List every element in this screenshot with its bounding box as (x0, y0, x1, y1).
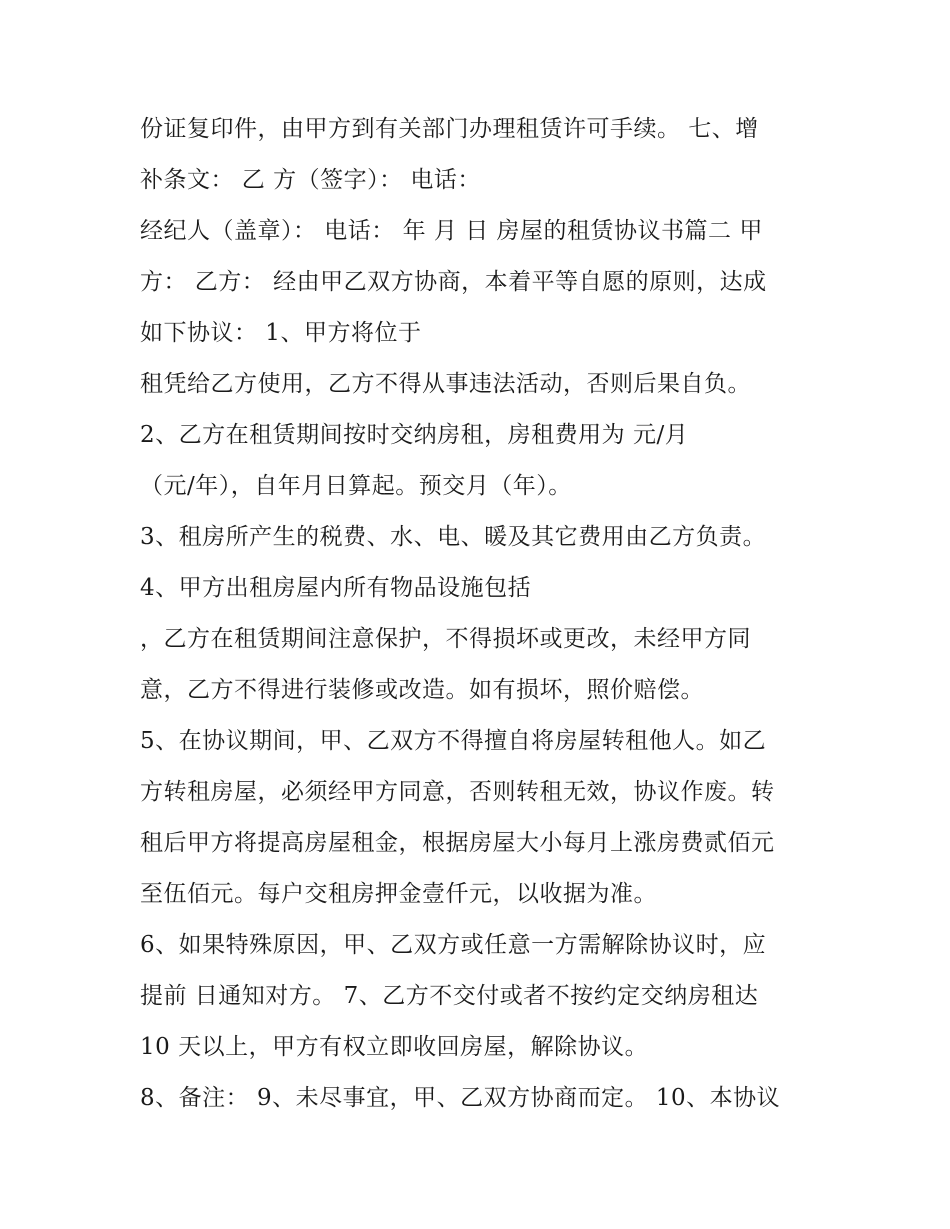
text-line: 5、在协议期间，甲、乙双方不得擅自将房屋转租他人。如乙 (140, 728, 767, 754)
text-line: 提前 日通知对方。 7、乙方不交付或者不按约定交纳房租达 (140, 983, 759, 1009)
text-line: （元/年），自年月日算起。预交月（年）。 (140, 473, 572, 499)
text-line: 至伍佰元。每户交租房押金壹仟元，以收据为准。 (140, 881, 657, 907)
text-line: 2、乙方在租赁期间按时交纳房租，房租费用为 元/月 (140, 422, 689, 448)
text-line: 4、甲方出租房屋内所有物品设施包括 (140, 575, 532, 601)
text-line: 方转租房屋，必须经甲方同意，否则转租无效，协议作废。转 (140, 779, 775, 805)
text-line: 份证复印件，由甲方到有关部门办理租赁许可手续。 七、增 (140, 116, 759, 142)
text-line: 方： 乙方： 经由甲乙双方协商，本着平等自愿的原则，达成 (140, 269, 767, 295)
text-line: ，乙方在租赁期间注意保护，不得损坏或更改，未经甲方同 (140, 626, 751, 652)
text-line: 经纪人（盖章）： 电话： 年 月 日 房屋的租赁协议书篇二 甲 (140, 218, 763, 244)
text-line: 10 天以上，甲方有权立即收回房屋，解除协议。 (140, 1034, 649, 1060)
text-line: 3、租房所产生的税费、水、电、暖及其它费用由乙方负责。 (140, 524, 767, 550)
text-line: 6、如果特殊原因，甲、乙双方或任意一方需解除协议时，应 (140, 932, 767, 958)
text-line: 租凭给乙方使用，乙方不得从事违法活动，否则后果自负。 (140, 371, 751, 397)
text-line: 8、备注： 9、未尽事宜，甲、乙双方协商而定。 10、本协议 (140, 1085, 781, 1111)
text-line: 租后甲方将提高房屋租金，根据房屋大小每月上涨房费贰佰元 (140, 830, 775, 856)
text-line: 如下协议： 1、甲方将位于 (140, 320, 422, 346)
text-line: 意，乙方不得进行装修或改造。如有损坏，照价赔偿。 (140, 677, 704, 703)
document-body (140, 104, 830, 1124)
text-line: 补条文： 乙 方（签字）： 电话： (140, 167, 481, 193)
